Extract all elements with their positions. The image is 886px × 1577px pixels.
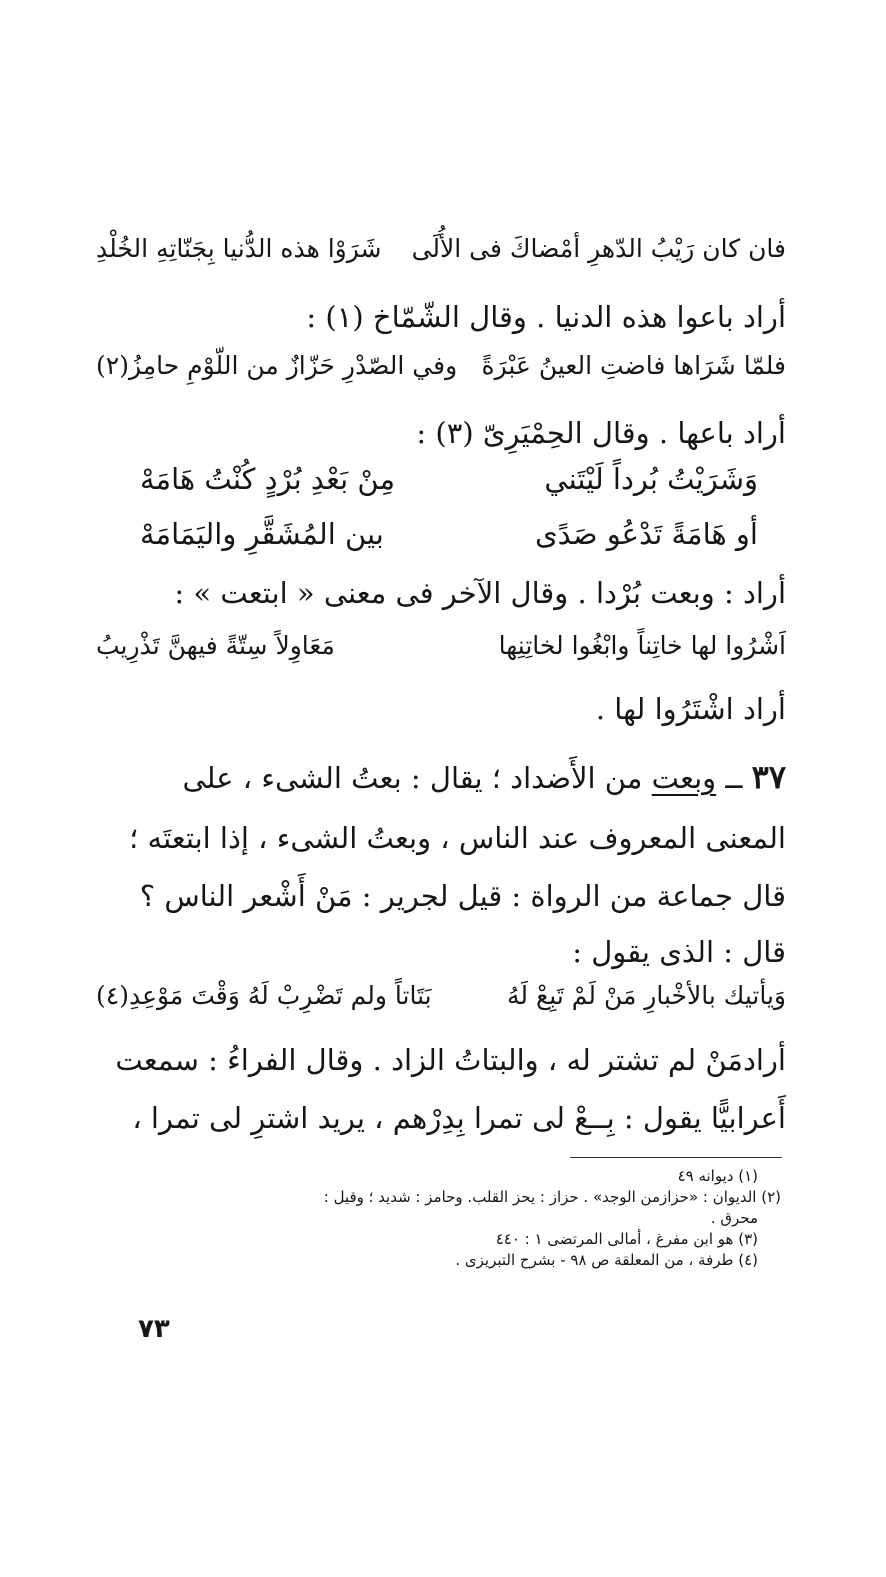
verse-4-second-hemistich: بين المُشَقَّرِ واليَمَامَهْ — [140, 517, 384, 551]
verse-6-second-hemistich: بَتَاتاً ولم تَضْرِبْ لَهُ وَقْتَ مَوْعِدِ(٤) — [96, 981, 432, 1010]
entry-number: ٣٧ — [751, 758, 786, 796]
prose-line-3: أراد : وبعت بُرْدا . وقال الآخر فى معنى « ابتعت » : — [174, 576, 786, 610]
entry-dash: ــ — [716, 761, 752, 795]
footnote-1: (١) ديوانه ٤٩ — [677, 1167, 758, 1185]
page-number: ٧٣ — [138, 1314, 170, 1344]
verse-3-first-hemistich: وَشَرَيْتُ بُرداً لَيْتَني — [544, 462, 758, 496]
prose-line-2: أراد باعها . وقال الحِمْيَرِىّ (٣) : — [416, 416, 786, 450]
verse-3-second-hemistich: مِنْ بَعْدِ بُرْدٍ كُنْتُ هَامَهْ — [140, 462, 395, 496]
prose-line-6: المعنى المعروف عند الناس ، وبعتُ الشىء ، إذا ابتعتَه ؛ — [129, 821, 786, 855]
verse-4-first-hemistich: أو هَامَةً تَدْعُو صَدًى — [534, 517, 758, 551]
footnote-4: (٤) طرفة ، من المعلقة ص ٩٨ - بشرح التبريزى . — [455, 1251, 758, 1269]
prose-line-1: أراد باعوا هذه الدنيا . وقال الشّمّاخ (١) : — [306, 300, 786, 334]
verse-2-second-hemistich: وفي الصّدْرِ حَزّازٌ من اللّوْمِ حامِزُ(٢) — [96, 351, 458, 380]
prose-line-7: قال جماعة من الرواة : قيل لجرير : مَنْ أَشْعر الناس ؟ — [139, 879, 786, 913]
verse-5-first-hemistich: اَشْرُوا لها خاتِناً وابْغُوا لخاتِنِها — [498, 631, 786, 660]
prose-line-4: أراد اشْتَرُوا لها . — [595, 692, 786, 726]
verse-1-second-hemistich: شَرَوْا هذه الدُّنيا بِجَنّاتِهِ الخُلْدِ — [96, 234, 382, 263]
entry-term: وبعت — [651, 761, 717, 795]
prose-line-8: قال : الذى يقول : — [572, 935, 786, 969]
verse-6-first-hemistich: وَيأتيك بالأخْبارِ مَنْ لَمْ تَبِعْ لَهُ — [507, 981, 786, 1010]
verse-5-second-hemistich: مَعَاوِلاً سِتّةً فيهنَّ تَذْرِيبُ — [96, 631, 335, 660]
entry-37-heading-line — [96, 757, 786, 798]
footnote-2-continuation: محرق . — [710, 1209, 758, 1227]
verse-2-first-hemistich: فلمّا شَرَاها فاضتِ العينُ عَبْرَةً — [481, 351, 786, 380]
prose-line-9: أرادمَنْ لم تشتر له ، والبتاتُ الزاد . وقال الفراءُ : سمعت — [115, 1043, 786, 1077]
prose-line-10: أَعرابيًّا يقول : بِــعْ لى تمرا بِدِرْهم ، يريد اشترِ لى تمرا ، — [132, 1101, 786, 1135]
verse-1-first-hemistich: فان كان رَيْبُ الدّهرِ أمْضاكَ فى الأُلَى — [411, 234, 786, 263]
footnote-2: (٢) الديوان : «حزازمن الوجد» . حزاز : يحز القلب. وحامز : شديد ؛ وقيل : — [323, 1188, 781, 1206]
footnote-separator — [570, 1157, 782, 1158]
entry-heading-rest: من الأَضداد ؛ يقال : بعتُ الشىء ، على — [182, 761, 652, 795]
footnote-3: (٣) هو ابن مفرغ ، أمالى المرتضى ١ : ٤٤٠ — [495, 1230, 758, 1248]
